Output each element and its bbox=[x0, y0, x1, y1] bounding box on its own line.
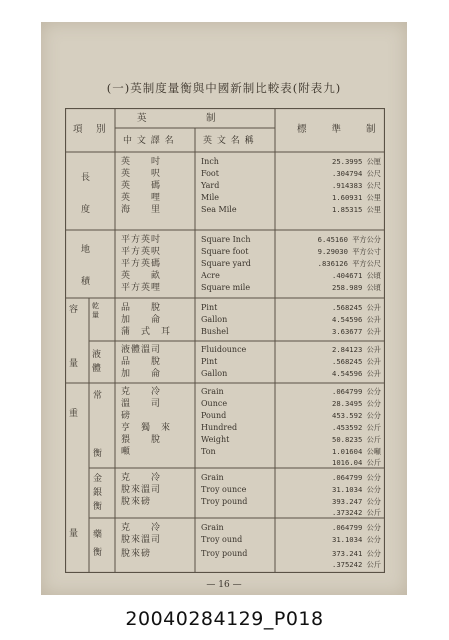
row-english-name: Troy pound bbox=[201, 497, 248, 506]
row-standard-value: .375242 公斤 bbox=[332, 560, 381, 569]
row-english-name: Square foot bbox=[201, 247, 249, 256]
row-standard-value: 3.63677 公升 bbox=[332, 327, 381, 336]
row-english-name: Mile bbox=[201, 193, 220, 202]
header-english-system: 英 制 bbox=[137, 113, 218, 124]
row-chinese-name: 平方英呎 bbox=[121, 247, 162, 257]
row-english-name: Hundred bbox=[201, 423, 238, 432]
row-english-name: Square mile bbox=[201, 283, 251, 292]
row-chinese-name: 脫來溫司 bbox=[121, 485, 162, 495]
row-standard-value: 258.989 公頃 bbox=[332, 283, 381, 292]
group-liquid: 液體 bbox=[92, 350, 103, 374]
row-english-name: Pint bbox=[201, 357, 218, 366]
row-standard-value: 1016.04 公斤 bbox=[332, 458, 381, 467]
row-standard-value: 4.54596 公升 bbox=[332, 369, 381, 378]
row-standard-value: 31.1034 公分 bbox=[332, 485, 381, 494]
row-english-name: Ton bbox=[201, 447, 216, 456]
row-standard-value: .304794 公尺 bbox=[332, 169, 381, 178]
row-chinese-name: 加 侖 bbox=[121, 369, 162, 379]
row-standard-value: .404671 公頃 bbox=[332, 271, 381, 280]
row-standard-value: 28.3495 公分 bbox=[332, 399, 381, 408]
row-standard-value: 31.1034 公分 bbox=[332, 535, 381, 544]
row-standard-value: 2.84123 公升 bbox=[332, 345, 381, 354]
row-english-name: Fluidounce bbox=[201, 345, 247, 354]
row-chinese-name: 克 冷 bbox=[121, 473, 162, 483]
row-standard-value: .836126 平方公尺 bbox=[317, 259, 381, 268]
row-standard-value: 50.8235 公斤 bbox=[332, 435, 381, 444]
row-english-name: Yard bbox=[201, 181, 220, 190]
row-english-name: Troy ounce bbox=[201, 485, 247, 494]
row-chinese-name: 液體溫司 bbox=[121, 345, 162, 355]
row-chinese-name: 脫來溫司 bbox=[121, 535, 162, 545]
row-english-name: Gallon bbox=[201, 369, 228, 378]
row-standard-value: 1.85315 公里 bbox=[332, 205, 381, 214]
row-standard-value: 4.54596 公升 bbox=[332, 315, 381, 324]
image-caption: 20040284129_P018 bbox=[125, 608, 324, 630]
row-chinese-name: 溫 司 bbox=[121, 399, 162, 409]
row-chinese-name: 磅 bbox=[121, 411, 132, 421]
row-standard-value: 373.241 公分 bbox=[332, 549, 381, 558]
row-chinese-name: 脫來磅 bbox=[121, 549, 152, 559]
row-chinese-name: 品 脫 bbox=[121, 357, 162, 367]
row-english-name: Sea Mile bbox=[201, 205, 237, 214]
row-english-name: Grain bbox=[201, 473, 224, 482]
row-standard-value: 453.592 公分 bbox=[332, 411, 381, 420]
row-english-name: Troy ound bbox=[201, 535, 243, 544]
row-english-name: Weight bbox=[201, 435, 230, 444]
header-english-name: 英 文 名 稱 bbox=[203, 136, 255, 146]
row-standard-value: .064799 公分 bbox=[332, 387, 381, 396]
row-chinese-name: 英 畝 bbox=[121, 271, 162, 281]
row-chinese-name: 蒲 式 耳 bbox=[121, 327, 172, 337]
comparison-table bbox=[65, 108, 385, 573]
header-chinese-name: 中 文 譯 名 bbox=[123, 136, 175, 146]
row-chinese-name: 平方英吋 bbox=[121, 235, 162, 245]
group-volume-2: 量 bbox=[69, 359, 80, 369]
group-area: 地 積 bbox=[81, 245, 102, 287]
row-english-name: Grain bbox=[201, 523, 224, 532]
row-standard-value: 6.45160 平方公分 bbox=[317, 235, 381, 244]
row-english-name: Ounce bbox=[201, 399, 228, 408]
row-english-name: Pint bbox=[201, 303, 218, 312]
row-standard-value: .914383 公尺 bbox=[332, 181, 381, 190]
row-chinese-name: 脫來磅 bbox=[121, 497, 152, 507]
row-chinese-name: 克 冷 bbox=[121, 523, 162, 533]
group-weight-2: 量 bbox=[69, 529, 80, 539]
row-standard-value: .064799 公分 bbox=[332, 523, 381, 532]
row-standard-value: 1.60931 公里 bbox=[332, 193, 381, 202]
scanned-page bbox=[41, 22, 407, 595]
row-standard-value: .064799 公分 bbox=[332, 473, 381, 482]
row-english-name: Inch bbox=[201, 157, 219, 166]
row-chinese-name: 猥 脫 bbox=[121, 435, 162, 445]
table-title: (一)英制度量衡與中國新制比較表(附表九) bbox=[106, 81, 342, 95]
group-volume: 容 bbox=[69, 305, 80, 315]
row-chinese-name: 加 侖 bbox=[121, 315, 162, 325]
row-chinese-name: 克 冷 bbox=[121, 387, 162, 397]
row-standard-value: .373242 公斤 bbox=[332, 508, 381, 517]
row-chinese-name: 海 里 bbox=[121, 205, 162, 215]
row-standard-value: 9.29030 平方公寸 bbox=[317, 247, 381, 256]
row-chinese-name: 英 呎 bbox=[121, 169, 162, 179]
group-apothecary: 藥衡 bbox=[93, 530, 104, 558]
row-chinese-name: 英 哩 bbox=[121, 193, 162, 203]
group-common-2: 衡 bbox=[93, 449, 104, 459]
row-chinese-name: 亨 獨 來 bbox=[121, 423, 172, 433]
row-english-name: Troy pound bbox=[201, 549, 248, 558]
group-weight: 重 bbox=[69, 409, 80, 419]
row-standard-value: 25.3995 公厘 bbox=[332, 157, 381, 166]
header-item: 項 別 bbox=[73, 124, 108, 135]
row-english-name: Foot bbox=[201, 169, 219, 178]
row-chinese-name: 英 碼 bbox=[121, 181, 162, 191]
page-number: — 16 — bbox=[206, 580, 242, 590]
row-standard-value: 393.247 公分 bbox=[332, 497, 381, 506]
row-chinese-name: 平方英碼 bbox=[121, 259, 162, 269]
group-dry-liquid: 乾量 bbox=[92, 302, 100, 319]
row-standard-value: .453592 公斤 bbox=[332, 423, 381, 432]
row-standard-value: .568245 公升 bbox=[332, 357, 381, 366]
row-english-name: Acre bbox=[201, 271, 220, 280]
group-troy: 金銀衡 bbox=[93, 474, 104, 512]
row-english-name: Square Inch bbox=[201, 235, 251, 244]
row-chinese-name: 噸 bbox=[121, 447, 132, 457]
row-chinese-name: 平方英哩 bbox=[121, 283, 162, 293]
row-english-name: Gallon bbox=[201, 315, 228, 324]
group-length: 長 度 bbox=[81, 173, 102, 215]
row-chinese-name: 品 脫 bbox=[121, 303, 162, 313]
group-common: 常 bbox=[93, 391, 104, 401]
row-english-name: Square yard bbox=[201, 259, 251, 268]
row-english-name: Bushel bbox=[201, 327, 229, 336]
row-standard-value: .568245 公升 bbox=[332, 303, 381, 312]
row-chinese-name: 英 吋 bbox=[121, 157, 162, 167]
row-standard-value: 1.01604 公噸 bbox=[332, 447, 381, 456]
row-english-name: Pound bbox=[201, 411, 227, 420]
header-standard-system: 標 準 制 bbox=[297, 124, 378, 135]
row-english-name: Grain bbox=[201, 387, 224, 396]
